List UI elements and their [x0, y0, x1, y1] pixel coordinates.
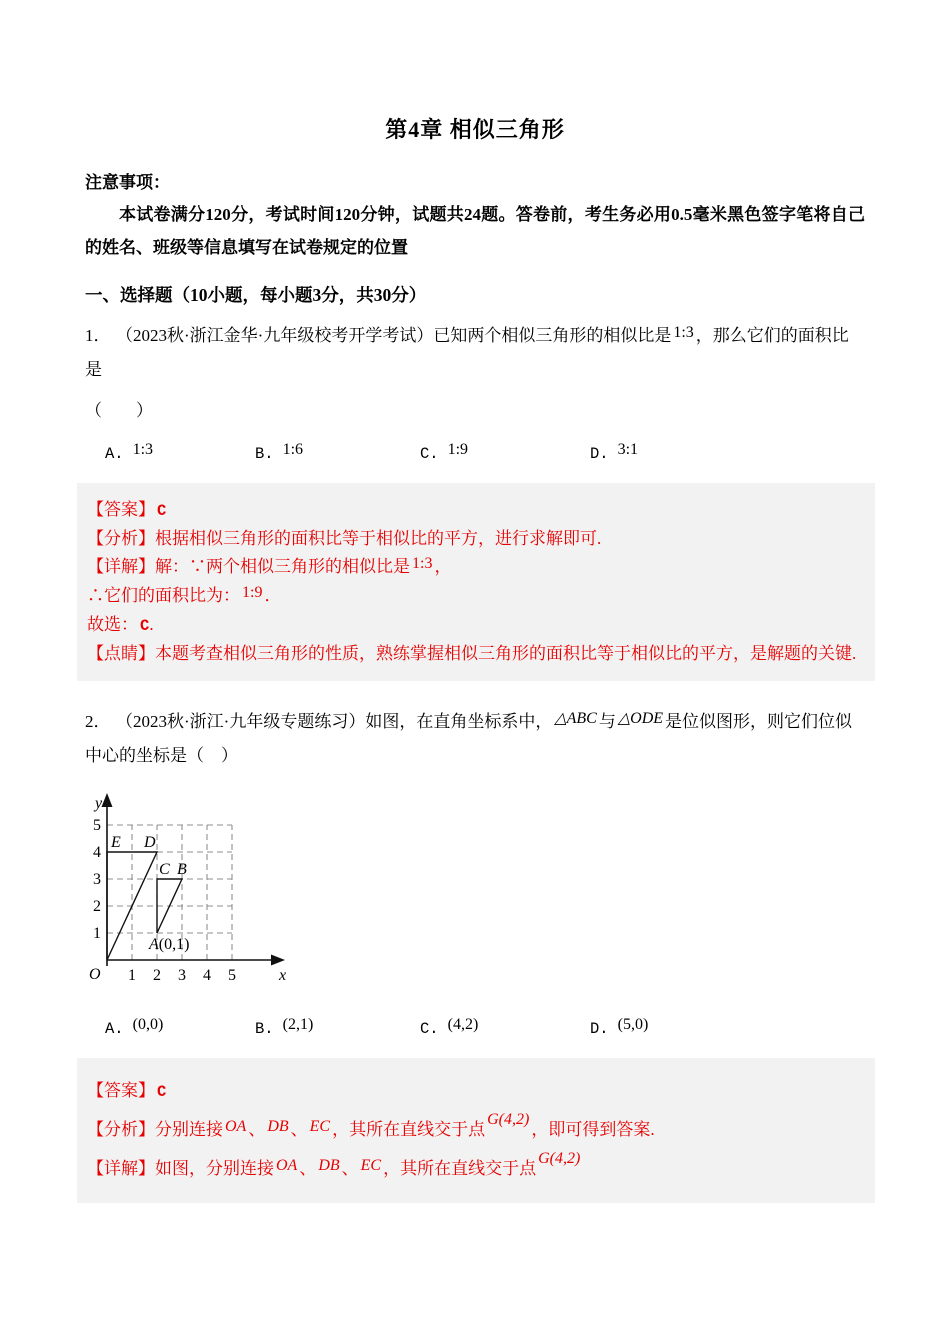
question-1-answer-block — [77, 483, 875, 681]
option-b — [255, 440, 420, 467]
option-b-value: (2,1) — [282, 1016, 314, 1033]
question-1-text: （2023秋·浙江金华·九年级校考开学考试）已知两个相似三角形的相似比是 — [124, 326, 672, 345]
x-tick-1: 1 — [128, 967, 136, 984]
point-label-B: B — [177, 861, 187, 878]
detail-tail: ， — [434, 557, 452, 576]
option-a-value: (0,0) — [132, 1016, 164, 1033]
point-g-math: G(4,2) — [487, 1111, 530, 1128]
y-axis-label: y — [95, 795, 103, 812]
analysis-t2: ，其所在直线交于点 — [332, 1120, 486, 1139]
point-label-E: E — [111, 834, 121, 851]
segment-ec-math: EC — [309, 1118, 331, 1135]
point-label-A-letter: A — [149, 936, 159, 953]
note-text: 本题考查相似三角形的性质，熟练掌握相似三角形的面积比等于相似比的平方，是解题的关键. — [155, 644, 857, 663]
x-tick-5: 5 — [228, 967, 236, 984]
note-label: 【点睛】 — [87, 644, 155, 663]
segment-db-math: DB — [318, 1157, 340, 1174]
analysis-t1: 分别连接 — [155, 1120, 223, 1139]
y-tick-2: 2 — [93, 898, 101, 915]
answer-value: C — [157, 1083, 167, 1101]
point-g-math: G(4,2) — [538, 1150, 581, 1167]
segment-oa-math: OA — [276, 1157, 298, 1174]
x-tick-3: 3 — [178, 967, 186, 984]
question-1-text-tail: ，那么它们的面积比是 — [85, 326, 849, 379]
point-label-A-coord: (0,1) — [158, 936, 190, 953]
analysis-line — [87, 1111, 865, 1146]
question-2-text-tail: 是位似图形，则它们位似中心的坐标是（ ） — [85, 712, 853, 765]
page-title: 第4章 相似三角形 — [385, 117, 565, 142]
detail-t2: ，其所在直线交于点 — [383, 1159, 537, 1178]
option-b-letter: B. — [255, 1020, 274, 1038]
option-d — [590, 440, 638, 467]
detail-label: 【详解】 — [87, 557, 155, 576]
option-d-letter: D. — [590, 1020, 609, 1038]
x-tick-4: 4 — [203, 967, 211, 984]
x-axis-arrow-icon — [271, 955, 285, 966]
question-1-stem — [85, 319, 865, 386]
answer-line — [87, 1076, 865, 1107]
x-tick-labels — [128, 967, 236, 984]
question-2-mid: 与 — [598, 712, 616, 731]
y-tick-labels — [93, 817, 101, 942]
y-axis-arrow-icon — [102, 793, 113, 807]
option-b-letter: B. — [255, 445, 274, 463]
answer-line — [87, 499, 865, 522]
question-1-number: 1． — [85, 326, 111, 345]
ratio-math: 1:3 — [412, 555, 433, 572]
answer-label: 【答案】 — [87, 1081, 155, 1100]
segment-db-math: DB — [267, 1118, 289, 1135]
question-1-options — [85, 440, 865, 467]
analysis-label: 【分析】 — [87, 529, 155, 548]
triangle-abc-math: △ABC — [554, 710, 597, 727]
conclusion-text: 故选： — [87, 615, 138, 634]
option-c-letter: C. — [420, 1020, 439, 1038]
x-axis-label: x — [279, 967, 287, 984]
segment-oa-math: OA — [225, 1118, 247, 1135]
detail-text: 解：∵两个相似三角形的相似比是 — [155, 557, 410, 576]
question-2-text: （2023秋·浙江·九年级专题练习）如图，在直角坐标系中， — [124, 712, 553, 731]
option-b-value: 1:6 — [282, 441, 304, 458]
option-a-letter: A. — [105, 445, 124, 463]
detail-2-tail: ． — [264, 586, 282, 605]
separator: 、 — [290, 1120, 308, 1139]
option-c-letter: C. — [420, 445, 439, 463]
question-2-stem — [85, 705, 865, 772]
analysis-line — [87, 528, 865, 550]
option-c-value: 1:9 — [447, 441, 469, 458]
origin-label: O — [89, 966, 101, 983]
separator: 、 — [299, 1159, 317, 1178]
triangle-ode-math: △ODE — [617, 710, 664, 727]
section-heading: 一、选择题（10小题，每小题3分，共30分） — [85, 285, 427, 305]
detail-line — [87, 556, 865, 579]
separator: 、 — [248, 1120, 266, 1139]
detail-2-text: ∴它们的面积比为： — [87, 586, 240, 605]
question-2-number: 2． — [85, 712, 111, 731]
point-label-C: C — [159, 861, 170, 878]
question-2-answer-block — [77, 1058, 875, 1203]
option-d-letter: D. — [590, 445, 609, 463]
option-a-letter: A. — [105, 1020, 124, 1038]
ratio-math: 1:3 — [673, 324, 694, 341]
point-label-A — [148, 936, 189, 953]
y-tick-4: 4 — [93, 844, 101, 861]
option-c — [420, 440, 590, 467]
detail-label: 【详解】 — [87, 1159, 155, 1178]
answer-value: C — [157, 502, 167, 520]
y-tick-5: 5 — [93, 817, 101, 834]
option-d-value: 3:1 — [617, 441, 639, 458]
y-tick-1: 1 — [93, 925, 101, 942]
coordinate-plane-svg — [75, 782, 305, 994]
coordinate-figure — [75, 782, 865, 999]
conclusion-tail: . — [149, 615, 154, 634]
note-line — [87, 643, 865, 665]
conclusion-line — [87, 614, 865, 637]
question-2-options — [85, 1015, 865, 1042]
separator: 、 — [341, 1159, 359, 1178]
ratio-math: 1:9 — [242, 584, 263, 601]
option-c — [420, 1015, 590, 1042]
segment-ec-math: EC — [360, 1157, 382, 1174]
option-b — [255, 1015, 420, 1042]
detail-line-2 — [87, 585, 865, 608]
analysis-text: 根据相似三角形的面积比等于相似比的平方，进行求解即可. — [155, 529, 602, 548]
x-tick-2: 2 — [153, 967, 161, 984]
x-axis — [107, 955, 285, 966]
detail-t1: 如图，分别连接 — [155, 1159, 274, 1178]
detail-line — [87, 1150, 865, 1185]
option-d-value: (5,0) — [617, 1016, 649, 1033]
point-label-D: D — [144, 834, 156, 851]
question-1-answer-paren: （ ） — [85, 401, 153, 420]
answer-label: 【答案】 — [87, 500, 155, 519]
y-tick-3: 3 — [93, 871, 101, 888]
option-c-value: (4,2) — [447, 1016, 479, 1033]
notice-paragraph: 本试卷满分120分，考试时间120分钟，试题共24题。答卷前，考生务必用0.5毫米黑色签字笔将自己的姓名、班级等信息填写在试卷规定的位置 — [85, 205, 865, 257]
conclusion-value: C — [140, 617, 150, 635]
option-a — [105, 1015, 255, 1042]
option-d — [590, 1015, 648, 1042]
notice-heading: 注意事项： — [85, 173, 170, 192]
analysis-t3: ，即可得到答案. — [531, 1120, 655, 1139]
option-a — [105, 440, 255, 467]
option-a-value: 1:3 — [132, 441, 154, 458]
analysis-label: 【分析】 — [87, 1120, 155, 1139]
